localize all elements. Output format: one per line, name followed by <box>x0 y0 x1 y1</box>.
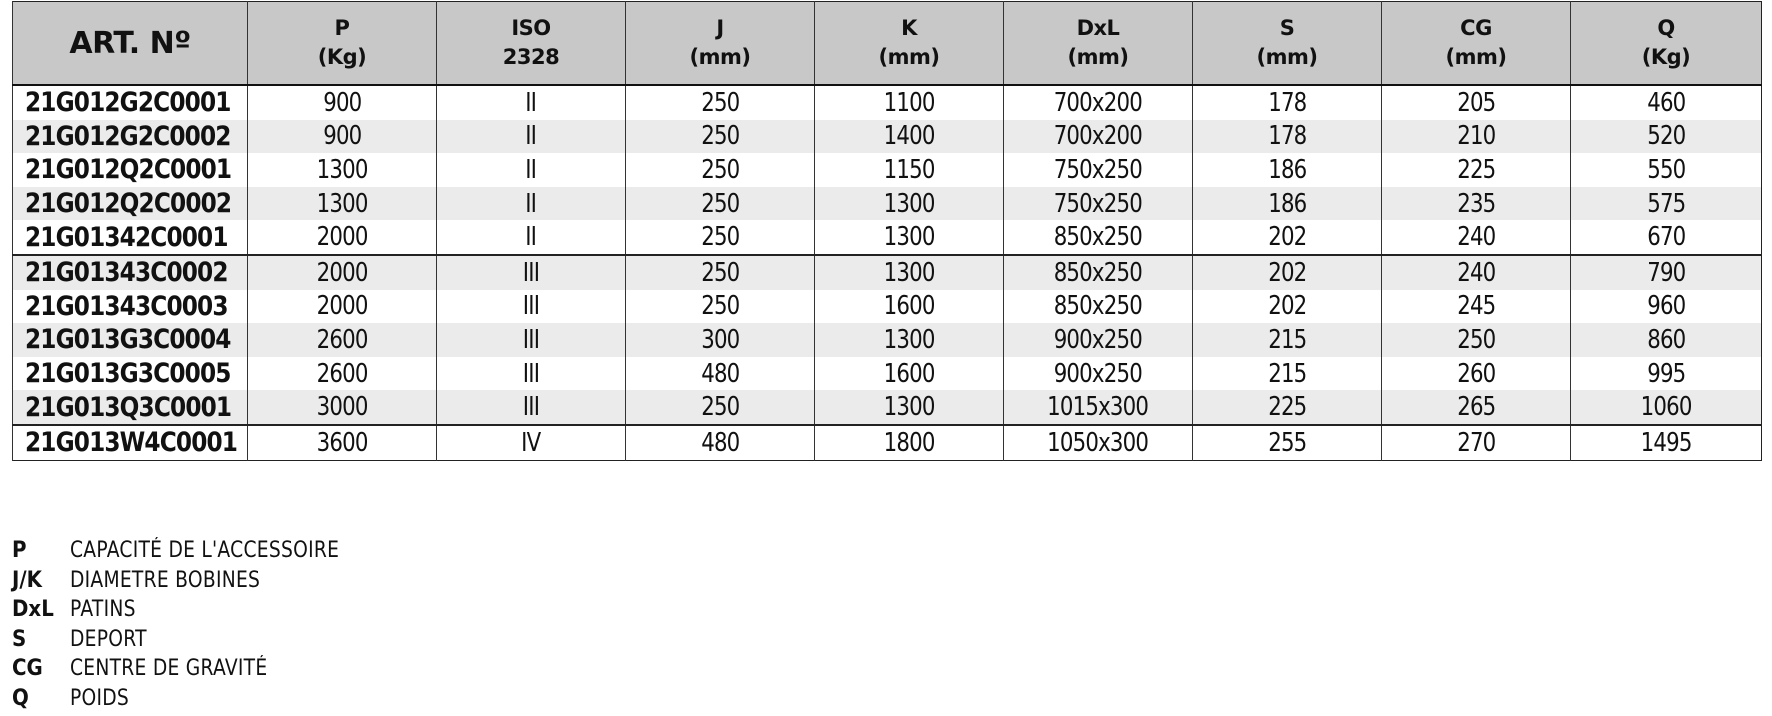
cell-cg <box>1382 425 1571 460</box>
cell-q <box>1571 153 1762 187</box>
legend <box>12 536 387 713</box>
cell-j <box>626 425 815 460</box>
cell-value: 250 <box>1456 324 1496 355</box>
cell-value: III <box>522 291 540 322</box>
cell-value: 250 <box>700 222 740 253</box>
cell-value: 750x250 <box>1053 154 1143 185</box>
cell-value: 255 <box>1267 427 1307 458</box>
cell-iso <box>437 153 626 187</box>
cell-dxl <box>1004 187 1193 221</box>
cell-k <box>815 290 1004 324</box>
cell-k <box>815 85 1004 120</box>
cell-value: 186 <box>1267 154 1307 185</box>
legend-description: POIDS <box>70 685 130 711</box>
cell-value: 178 <box>1267 121 1307 152</box>
cell-q <box>1571 323 1762 357</box>
cell-value: 2600 <box>316 358 368 389</box>
cell-dxl <box>1004 153 1193 187</box>
cell-s <box>1193 153 1382 187</box>
cell-value: 1300 <box>883 324 935 355</box>
table-row <box>13 85 1762 120</box>
cell-p <box>248 120 437 154</box>
cell-value: II <box>525 121 537 152</box>
cell-j <box>626 290 815 324</box>
cell-q <box>1571 120 1762 154</box>
cell-j <box>626 220 815 255</box>
legend-description: DEPORT <box>70 626 147 652</box>
cell-cg <box>1382 153 1571 187</box>
cell-value: 700x200 <box>1053 121 1143 152</box>
cell-value: 1400 <box>883 121 935 152</box>
cell-art-no <box>13 425 248 460</box>
cell-art-no <box>13 153 248 187</box>
cell-art-no <box>13 220 248 255</box>
cell-value: 850x250 <box>1053 291 1143 322</box>
header-label: CG <box>1460 16 1492 40</box>
cell-p <box>248 425 437 460</box>
cell-s <box>1193 220 1382 255</box>
cell-iso <box>437 187 626 221</box>
cell-dxl <box>1004 120 1193 154</box>
header-s <box>1193 2 1382 86</box>
cell-p <box>248 220 437 255</box>
cell-value: 21G012G2C0002 <box>25 120 231 152</box>
cell-value: 550 <box>1646 154 1686 185</box>
table-row <box>13 357 1762 391</box>
header-unit: (Kg) <box>1641 45 1691 69</box>
cell-value: 21G012Q2C0001 <box>25 154 232 186</box>
cell-value: 270 <box>1456 427 1496 458</box>
cell-value: 21G013W4C0001 <box>25 427 238 459</box>
table-row <box>13 255 1762 290</box>
legend-key: P <box>12 538 27 564</box>
cell-iso <box>437 255 626 290</box>
cell-value: 520 <box>1646 121 1686 152</box>
cell-q <box>1571 187 1762 221</box>
header-j <box>626 2 815 86</box>
header-label: S <box>1279 16 1295 40</box>
legend-item <box>12 566 387 596</box>
header-k <box>815 2 1004 86</box>
cell-cg <box>1382 255 1571 290</box>
header-unit: (mm) <box>1445 45 1507 69</box>
header-unit: (mm) <box>1067 45 1129 69</box>
table-row <box>13 153 1762 187</box>
cell-value: 260 <box>1456 358 1496 389</box>
header-label: ART. Nº <box>69 25 191 61</box>
cell-value: 790 <box>1646 257 1686 288</box>
cell-value: III <box>522 257 540 288</box>
cell-q <box>1571 255 1762 290</box>
header-unit: (mm) <box>1256 45 1318 69</box>
cell-iso <box>437 220 626 255</box>
cell-value: 2000 <box>316 222 368 253</box>
cell-dxl <box>1004 220 1193 255</box>
cell-iso <box>437 120 626 154</box>
cell-value: 900x250 <box>1053 324 1143 355</box>
cell-value: 202 <box>1267 222 1307 253</box>
cell-value: 900x250 <box>1053 358 1143 389</box>
header-label: DxL <box>1076 16 1120 40</box>
cell-value: 265 <box>1456 392 1496 423</box>
cell-k <box>815 357 1004 391</box>
cell-value: 21G01342C0001 <box>25 221 228 253</box>
header-label: Q <box>1657 16 1675 40</box>
cell-q <box>1571 425 1762 460</box>
cell-dxl <box>1004 425 1193 460</box>
header-p <box>248 2 437 86</box>
cell-value: II <box>525 188 537 219</box>
cell-value: 1060 <box>1640 392 1692 423</box>
cell-j <box>626 390 815 425</box>
cell-value: 250 <box>700 154 740 185</box>
cell-art-no <box>13 85 248 120</box>
cell-value: 1050x300 <box>1047 427 1149 458</box>
cell-dxl <box>1004 290 1193 324</box>
cell-value: 250 <box>700 121 740 152</box>
cell-value: IV <box>521 427 541 458</box>
header-unit: (mm) <box>878 45 940 69</box>
cell-value: 1100 <box>883 87 935 118</box>
cell-cg <box>1382 120 1571 154</box>
cell-value: 210 <box>1456 121 1496 152</box>
cell-value: 1300 <box>883 188 935 219</box>
table-header <box>13 2 1762 86</box>
cell-j <box>626 357 815 391</box>
cell-value: 960 <box>1646 291 1686 322</box>
cell-value: 480 <box>700 427 740 458</box>
cell-s <box>1193 357 1382 391</box>
cell-value: II <box>525 87 537 118</box>
cell-s <box>1193 187 1382 221</box>
legend-key: CG <box>12 656 43 682</box>
cell-art-no <box>13 290 248 324</box>
cell-value: 250 <box>700 188 740 219</box>
cell-value: 225 <box>1267 392 1307 423</box>
cell-value: 750x250 <box>1053 188 1143 219</box>
legend-item <box>12 536 387 566</box>
cell-value: 21G01343C0003 <box>25 290 228 322</box>
legend-item <box>12 654 387 684</box>
cell-dxl <box>1004 255 1193 290</box>
cell-value: 995 <box>1646 358 1686 389</box>
cell-p <box>248 85 437 120</box>
cell-k <box>815 187 1004 221</box>
cell-value: III <box>522 324 540 355</box>
cell-value: 21G013G3C0005 <box>25 358 231 390</box>
cell-iso <box>437 390 626 425</box>
cell-value: 1600 <box>883 358 935 389</box>
cell-dxl <box>1004 323 1193 357</box>
cell-value: 215 <box>1267 358 1307 389</box>
cell-k <box>815 390 1004 425</box>
cell-value: 245 <box>1456 291 1496 322</box>
table-body <box>13 85 1762 460</box>
header-label: K <box>901 16 917 40</box>
cell-art-no <box>13 323 248 357</box>
cell-value: 178 <box>1267 87 1307 118</box>
cell-s <box>1193 290 1382 324</box>
cell-art-no <box>13 255 248 290</box>
cell-value: 850x250 <box>1053 222 1143 253</box>
cell-value: 202 <box>1267 257 1307 288</box>
cell-s <box>1193 425 1382 460</box>
legend-item <box>12 684 387 714</box>
cell-cg <box>1382 85 1571 120</box>
table-row <box>13 425 1762 460</box>
cell-value: 215 <box>1267 324 1307 355</box>
table-row <box>13 120 1762 154</box>
cell-p <box>248 390 437 425</box>
cell-value: 2000 <box>316 291 368 322</box>
header-unit: 2328 <box>502 45 560 69</box>
cell-value: 21G012G2C0001 <box>25 87 231 119</box>
cell-value: 700x200 <box>1053 87 1143 118</box>
cell-cg <box>1382 187 1571 221</box>
header-row <box>13 2 1762 86</box>
cell-s <box>1193 85 1382 120</box>
legend-key: DxL <box>12 597 54 623</box>
cell-p <box>248 255 437 290</box>
cell-j <box>626 85 815 120</box>
cell-p <box>248 357 437 391</box>
cell-q <box>1571 390 1762 425</box>
cell-value: II <box>525 222 537 253</box>
cell-k <box>815 153 1004 187</box>
cell-q <box>1571 290 1762 324</box>
cell-q <box>1571 357 1762 391</box>
cell-value: 860 <box>1646 324 1686 355</box>
cell-p <box>248 290 437 324</box>
cell-value: 240 <box>1456 222 1496 253</box>
cell-dxl <box>1004 390 1193 425</box>
cell-value: 1495 <box>1640 427 1692 458</box>
cell-value: 186 <box>1267 188 1307 219</box>
cell-value: 250 <box>700 291 740 322</box>
cell-value: 21G01343C0002 <box>25 257 228 289</box>
cell-value: 250 <box>700 257 740 288</box>
header-art-no <box>13 2 248 86</box>
cell-j <box>626 187 815 221</box>
cell-k <box>815 323 1004 357</box>
table-row <box>13 220 1762 255</box>
cell-iso <box>437 85 626 120</box>
cell-dxl <box>1004 85 1193 120</box>
cell-iso <box>437 290 626 324</box>
cell-value: 21G013Q3C0001 <box>25 391 232 423</box>
cell-value: 900 <box>322 87 362 118</box>
cell-p <box>248 153 437 187</box>
cell-s <box>1193 255 1382 290</box>
cell-s <box>1193 390 1382 425</box>
cell-value: 1300 <box>883 392 935 423</box>
header-label: ISO <box>511 16 551 40</box>
header-q <box>1571 2 1762 86</box>
cell-value: 670 <box>1646 222 1686 253</box>
cell-value: 3600 <box>316 427 368 458</box>
cell-j <box>626 255 815 290</box>
header-unit: (Kg) <box>317 45 367 69</box>
cell-value: 202 <box>1267 291 1307 322</box>
cell-s <box>1193 323 1382 357</box>
table-row <box>13 390 1762 425</box>
cell-value: 1300 <box>883 257 935 288</box>
cell-value: 1300 <box>883 222 935 253</box>
cell-value: 225 <box>1456 154 1496 185</box>
cell-value: 3000 <box>316 392 368 423</box>
legend-key: S <box>12 626 27 652</box>
cell-value: 235 <box>1456 188 1496 219</box>
legend-description: PATINS <box>70 597 136 623</box>
cell-cg <box>1382 357 1571 391</box>
cell-iso <box>437 323 626 357</box>
cell-value: 1600 <box>883 291 935 322</box>
cell-dxl <box>1004 357 1193 391</box>
cell-value: II <box>525 154 537 185</box>
header-label: J <box>716 16 724 40</box>
cell-q <box>1571 85 1762 120</box>
cell-value: 205 <box>1456 87 1496 118</box>
legend-item <box>12 625 387 655</box>
cell-iso <box>437 425 626 460</box>
cell-value: 575 <box>1646 188 1686 219</box>
cell-value: 2000 <box>316 257 368 288</box>
cell-value: 21G012Q2C0002 <box>25 188 232 220</box>
cell-p <box>248 323 437 357</box>
cell-value: 240 <box>1456 257 1496 288</box>
cell-cg <box>1382 220 1571 255</box>
cell-k <box>815 120 1004 154</box>
cell-j <box>626 323 815 357</box>
cell-value: 1150 <box>883 154 935 185</box>
cell-art-no <box>13 187 248 221</box>
legend-description: CAPACITÉ DE L'ACCESSOIRE <box>70 538 340 564</box>
cell-p <box>248 187 437 221</box>
legend-key: Q <box>12 685 29 711</box>
cell-value: III <box>522 358 540 389</box>
header-iso <box>437 2 626 86</box>
cell-value: 250 <box>700 392 740 423</box>
cell-value: 21G013G3C0004 <box>25 324 231 356</box>
cell-art-no <box>13 357 248 391</box>
cell-j <box>626 153 815 187</box>
legend-item <box>12 595 387 625</box>
cell-value: 850x250 <box>1053 257 1143 288</box>
cell-art-no <box>13 390 248 425</box>
cell-value: 1300 <box>316 188 368 219</box>
cell-value: 480 <box>700 358 740 389</box>
header-unit: (mm) <box>689 45 751 69</box>
cell-k <box>815 220 1004 255</box>
cell-k <box>815 255 1004 290</box>
cell-value: 900 <box>322 121 362 152</box>
cell-k <box>815 425 1004 460</box>
header-dxl <box>1004 2 1193 86</box>
table-row <box>13 323 1762 357</box>
cell-value: 1800 <box>883 427 935 458</box>
cell-value: III <box>522 392 540 423</box>
spec-table <box>12 1 1762 461</box>
legend-description: DIAMETRE BOBINES <box>70 567 261 593</box>
cell-value: 460 <box>1646 87 1686 118</box>
cell-value: 1015x300 <box>1047 392 1149 423</box>
cell-cg <box>1382 290 1571 324</box>
cell-cg <box>1382 390 1571 425</box>
legend-description: CENTRE DE GRAVITÉ <box>70 656 268 682</box>
cell-value: 250 <box>700 87 740 118</box>
cell-s <box>1193 120 1382 154</box>
table-row <box>13 187 1762 221</box>
header-cg <box>1382 2 1571 86</box>
header-label: P <box>334 16 350 40</box>
cell-q <box>1571 220 1762 255</box>
cell-iso <box>437 357 626 391</box>
legend-key: J/K <box>12 567 42 593</box>
cell-value: 1300 <box>316 154 368 185</box>
cell-value: 300 <box>700 324 740 355</box>
cell-j <box>626 120 815 154</box>
table-row <box>13 290 1762 324</box>
cell-art-no <box>13 120 248 154</box>
cell-value: 2600 <box>316 324 368 355</box>
cell-cg <box>1382 323 1571 357</box>
